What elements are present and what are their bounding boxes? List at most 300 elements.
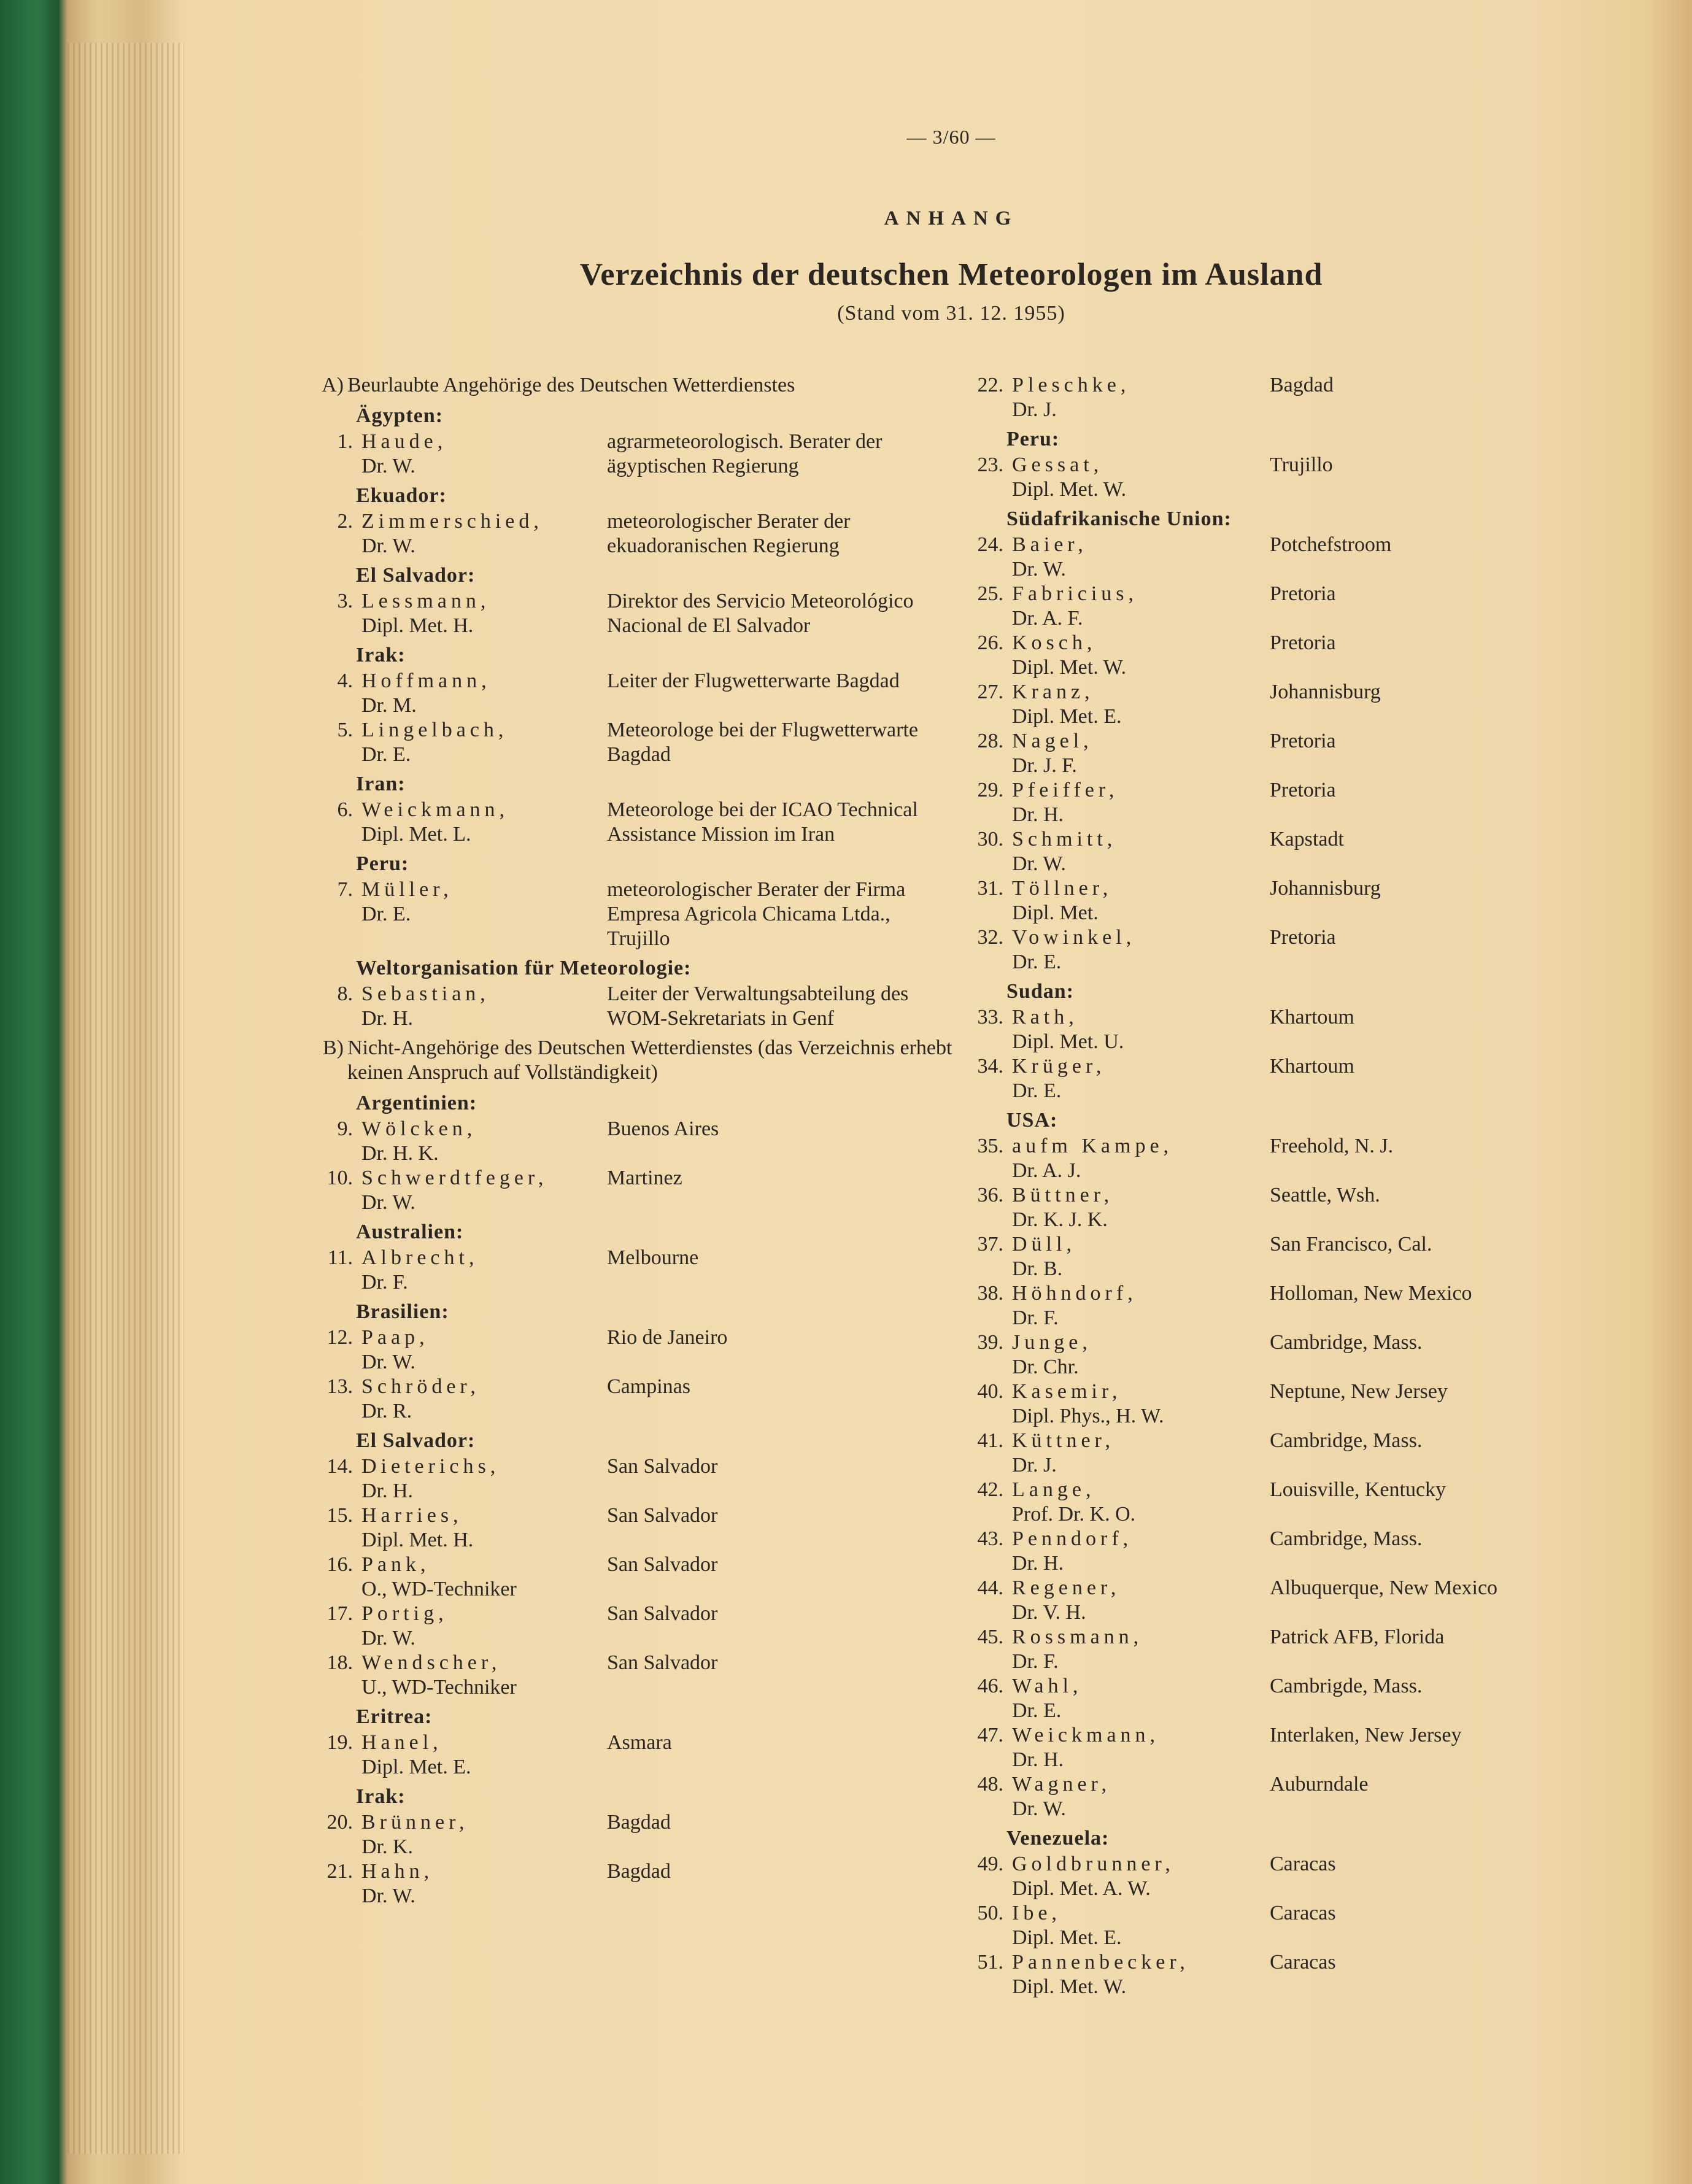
- entry-number: 18.: [326, 1651, 353, 1674]
- entry-number: 23.: [977, 453, 1003, 476]
- entry-surname: Schröder,: [361, 1375, 480, 1398]
- entry-title: Dr. F.: [361, 1271, 408, 1294]
- entry-title: Dr. J. F.: [1012, 754, 1077, 777]
- entry-surname: Regener,: [1012, 1576, 1121, 1599]
- entry-title: Dr. W.: [361, 1885, 415, 1907]
- entry-surname: Brünner,: [361, 1811, 469, 1834]
- entry-title: Dr. W.: [361, 1191, 415, 1214]
- list-entry: [957, 1950, 1632, 1999]
- country-heading: Irak:: [356, 644, 406, 666]
- entry-person: [1012, 1527, 1264, 1576]
- entry-number: 33.: [977, 1006, 1003, 1028]
- entry-title: Dr. A. J.: [1012, 1159, 1081, 1182]
- entry-title: Dr. W.: [361, 1627, 415, 1650]
- entry-surname: Wölcken,: [361, 1117, 477, 1140]
- entry-location: Interlaken, New Jersey: [1270, 1724, 1462, 1746]
- entry-location: Caracas: [1270, 1902, 1336, 1924]
- entry-number: 26.: [977, 631, 1003, 654]
- entry-number: 31.: [977, 877, 1003, 900]
- country-heading: Iran:: [356, 773, 406, 795]
- entry-title: Dr. E.: [1012, 1079, 1062, 1102]
- entry-number: 28.: [977, 730, 1003, 752]
- entry-person: [361, 1117, 607, 1166]
- entry-title: Dr. Chr.: [1012, 1356, 1079, 1378]
- entry-title: Dr. W.: [1012, 852, 1066, 875]
- entry-title: O., WD-Techniker: [361, 1578, 517, 1600]
- entry-location: Albuquerque, New Mexico: [1270, 1576, 1498, 1599]
- entry-surname: Kasemir,: [1012, 1380, 1122, 1403]
- entry-location: Cambrigde, Mass.: [1270, 1675, 1423, 1697]
- entry-surname: Goldbrunner,: [1012, 1853, 1175, 1875]
- entry-surname: Sebastian,: [361, 982, 490, 1005]
- list-entry: [307, 1503, 957, 1553]
- entry-person: [1012, 631, 1264, 680]
- entry-location: Neptune, New Jersey: [1270, 1380, 1448, 1403]
- entry-title: Dr. V. H.: [1012, 1601, 1086, 1624]
- entry-title: Dipl. Met. H.: [361, 1529, 474, 1551]
- entry-person: [1012, 1330, 1264, 1379]
- entry-number: 29.: [977, 779, 1003, 801]
- entry-location: Melbourne: [607, 1246, 699, 1269]
- entry-title: Dr. F.: [1012, 1650, 1059, 1673]
- entry-number: 24.: [977, 533, 1003, 556]
- list-entry: [307, 1246, 957, 1295]
- entry-surname: Gessat,: [1012, 453, 1103, 476]
- entry-surname: Harries,: [361, 1504, 463, 1527]
- country-heading: El Salvador:: [356, 1429, 476, 1452]
- entry-person: [1012, 453, 1264, 502]
- list-entry: [957, 1429, 1632, 1478]
- entry-surname: Weickmann,: [361, 798, 509, 821]
- entry-person: [1012, 1625, 1264, 1674]
- entry-surname: Vowinkel,: [1012, 926, 1136, 949]
- list-entry: [957, 1625, 1632, 1674]
- entry-location: San Salvador: [607, 1504, 718, 1527]
- entry-title: Dr. M.: [361, 694, 417, 717]
- entry-person: [361, 1325, 607, 1375]
- entry-surname: Paap,: [361, 1326, 429, 1349]
- entry-number: 40.: [977, 1380, 1003, 1403]
- entry-location: Patrick AFB, Florida: [1270, 1626, 1445, 1648]
- entry-title: Dr. E.: [361, 743, 411, 766]
- entry-position: meteorologischer Berater der Firma Empresa Agricola Chicama Ltda., Trujillo: [607, 878, 906, 950]
- entry-person: [1012, 1852, 1264, 1901]
- entry-number: 22.: [977, 374, 1003, 396]
- entry-number: 35.: [977, 1135, 1003, 1157]
- entry-location: San Salvador: [607, 1553, 718, 1576]
- country-heading: Peru:: [1006, 428, 1060, 450]
- entry-location: Asmara: [607, 1731, 672, 1754]
- document-date-note: (Stand vom 31. 12. 1955): [837, 302, 1065, 325]
- entry-surname: Wahl,: [1012, 1675, 1083, 1697]
- entry-title: Dr. K.: [361, 1835, 414, 1858]
- entry-surname: Baier,: [1012, 533, 1087, 556]
- entry-surname: Albrecht,: [361, 1246, 479, 1269]
- entry-location: Trujillo: [1270, 453, 1333, 476]
- entry-title: U., WD-Techniker: [361, 1676, 517, 1699]
- entry-number: 13.: [326, 1375, 353, 1398]
- list-entry: [957, 631, 1632, 680]
- entry-number: 9.: [337, 1117, 353, 1140]
- list-entry: [957, 1674, 1632, 1723]
- entry-number: 27.: [977, 681, 1003, 703]
- entry-location: Freehold, N. J.: [1270, 1135, 1394, 1157]
- entry-number: 4.: [337, 669, 353, 692]
- entry-title: Dr. H.: [361, 1007, 414, 1030]
- entry-person: [361, 1731, 607, 1780]
- entry-number: 44.: [977, 1576, 1003, 1599]
- entry-title: Dipl. Met.: [1012, 901, 1099, 924]
- entry-surname: Pfeiffer,: [1012, 779, 1119, 801]
- entry-surname: Schwerdtfeger,: [361, 1167, 548, 1189]
- list-entry: [957, 1772, 1632, 1821]
- entry-number: 8.: [337, 982, 353, 1005]
- list-entry: [957, 373, 1632, 422]
- entry-number: 39.: [977, 1331, 1003, 1354]
- list-entry: [307, 1859, 957, 1908]
- list-entry: [307, 1602, 957, 1651]
- entry-surname: Hanel,: [361, 1731, 442, 1754]
- entry-number: 50.: [977, 1902, 1003, 1924]
- entry-title: Dr. A. F.: [1012, 607, 1083, 630]
- list-entry: [307, 589, 957, 638]
- entry-person: [361, 1810, 607, 1859]
- entry-title: Dr. E.: [1012, 951, 1062, 973]
- entry-number: 10.: [326, 1167, 353, 1189]
- list-entry: [957, 1134, 1632, 1183]
- list-entry: [957, 1478, 1632, 1527]
- entry-person: [1012, 1232, 1264, 1281]
- entry-person: [1012, 1723, 1264, 1772]
- right-column: [957, 373, 1632, 1999]
- entry-person: [361, 1246, 607, 1295]
- list-entry: [307, 798, 957, 847]
- list-entry: [307, 1454, 957, 1503]
- entry-number: 37.: [977, 1233, 1003, 1256]
- entry-person: [1012, 1772, 1264, 1821]
- entry-person: [1012, 582, 1264, 631]
- list-entry: [957, 827, 1632, 876]
- entry-location: Caracas: [1270, 1853, 1336, 1875]
- entry-person: [1012, 1379, 1264, 1429]
- list-entry: [957, 582, 1632, 631]
- list-entry: [957, 1527, 1632, 1576]
- entry-surname: Kranz,: [1012, 681, 1094, 703]
- entry-location: Caracas: [1270, 1951, 1336, 1974]
- list-entry: [307, 1810, 957, 1859]
- entry-number: 51.: [977, 1951, 1003, 1974]
- country-heading: Australien:: [356, 1221, 464, 1243]
- entry-number: 47.: [977, 1724, 1003, 1746]
- entry-person: [1012, 1674, 1264, 1723]
- entry-number: 48.: [977, 1773, 1003, 1796]
- list-entry: [957, 1330, 1632, 1379]
- section-label: A): [322, 374, 344, 396]
- entry-person: [361, 982, 607, 1031]
- entry-location: San Salvador: [607, 1455, 718, 1478]
- entry-person: [1012, 533, 1264, 582]
- entry-title: Dipl. Met. U.: [1012, 1030, 1124, 1053]
- entry-title: Dipl. Met. E.: [1012, 1926, 1122, 1949]
- entry-title: Dr. W.: [1012, 558, 1066, 581]
- list-entry: [307, 1166, 957, 1215]
- entry-surname: Rath,: [1012, 1006, 1078, 1028]
- entry-number: 1.: [337, 430, 353, 453]
- entry-number: 17.: [326, 1602, 353, 1625]
- entry-person: [1012, 1281, 1264, 1330]
- entry-person: [1012, 1429, 1264, 1478]
- entry-person: [1012, 680, 1264, 729]
- entry-title: Dipl. Phys., H. W.: [1012, 1405, 1164, 1427]
- list-entry: [307, 1325, 957, 1375]
- entry-person: [1012, 925, 1264, 974]
- entry-title: Dr. H.: [1012, 803, 1064, 826]
- entry-title: Dipl. Met. W.: [1012, 1975, 1127, 1998]
- list-entry: [957, 1054, 1632, 1103]
- list-entry: [307, 1375, 957, 1424]
- entry-number: 25.: [977, 582, 1003, 605]
- country-heading: Sudan:: [1006, 980, 1074, 1003]
- country-heading: Ägypten:: [356, 404, 444, 427]
- list-entry: [307, 1651, 957, 1700]
- section-description: Beurlaubte Angehörige des Deutschen Wetterdienstes: [347, 374, 795, 396]
- entry-position: meteorologischer Berater der ekuadoranischen Regierung: [607, 510, 851, 557]
- entry-location: San Salvador: [607, 1602, 718, 1625]
- entry-number: 32.: [977, 926, 1003, 949]
- list-entry: [307, 430, 957, 479]
- entry-number: 6.: [337, 798, 353, 821]
- list-entry: [307, 1117, 957, 1166]
- entry-number: 5.: [337, 719, 353, 741]
- entry-title: Dr. J.: [1012, 398, 1057, 421]
- entry-location: Pretoria: [1270, 730, 1336, 752]
- entry-person: [1012, 1054, 1264, 1103]
- entry-location: Martinez: [607, 1167, 682, 1189]
- entry-location: Holloman, New Mexico: [1270, 1282, 1472, 1305]
- entry-location: Cambridge, Mass.: [1270, 1527, 1423, 1550]
- entry-surname: Töllner,: [1012, 877, 1113, 900]
- entry-surname: Lingelbach,: [361, 719, 508, 741]
- page-number: — 3/60 —: [906, 126, 996, 148]
- entry-location: San Francisco, Cal.: [1270, 1233, 1432, 1256]
- entry-title: Dipl. Met. A. W.: [1012, 1877, 1151, 1900]
- country-heading: Venezuela:: [1006, 1827, 1110, 1850]
- entry-person: [1012, 778, 1264, 827]
- entry-location: Campinas: [607, 1375, 690, 1398]
- entry-number: 30.: [977, 828, 1003, 851]
- entry-person: [1012, 1478, 1264, 1527]
- list-entry: [307, 509, 957, 558]
- list-entry: [957, 778, 1632, 827]
- entry-number: 34.: [977, 1055, 1003, 1078]
- entry-number: 36.: [977, 1184, 1003, 1206]
- list-entry: [957, 1183, 1632, 1232]
- entry-position: Meteorologe bei der Flugwetterwarte Bagdad: [607, 719, 918, 766]
- entry-title: Dr. E.: [361, 903, 411, 925]
- entry-position: agrarmeteorologisch. Berater der ägyptischen Regierung: [607, 430, 883, 477]
- entry-number: 16.: [326, 1553, 353, 1576]
- entry-number: 43.: [977, 1527, 1003, 1550]
- document-title: Verzeichnis der deutschen Meteorologen im Ausland: [579, 257, 1323, 292]
- entry-person: [361, 1454, 607, 1503]
- list-entry: [957, 1379, 1632, 1429]
- entry-number: 21.: [326, 1860, 353, 1883]
- list-entry: [957, 1281, 1632, 1330]
- entry-surname: Nagel,: [1012, 730, 1093, 752]
- country-heading: Eritrea:: [356, 1705, 433, 1728]
- entry-person: [361, 509, 607, 558]
- country-heading: El Salvador:: [356, 564, 476, 587]
- entry-location: Auburndale: [1270, 1773, 1369, 1796]
- entry-surname: Rossmann,: [1012, 1626, 1143, 1648]
- spacer: [307, 1031, 957, 1036]
- entry-location: Buenos Aires: [607, 1117, 719, 1140]
- list-entry: [957, 1852, 1632, 1901]
- entry-title: Prof. Dr. K. O.: [1012, 1503, 1136, 1526]
- entry-number: 42.: [977, 1478, 1003, 1501]
- list-entry: [957, 680, 1632, 729]
- entry-person: [1012, 1183, 1264, 1232]
- entry-location: Khartoum: [1270, 1055, 1354, 1078]
- left-column: [307, 373, 957, 1908]
- list-entry: [307, 878, 957, 951]
- entry-position: Meteorologe bei der ICAO Technical Assistance Mission im Iran: [607, 798, 918, 846]
- entry-title: Dipl. Met. L.: [361, 823, 471, 846]
- entry-surname: Krüger,: [1012, 1055, 1106, 1078]
- entry-title: Dr. F.: [1012, 1306, 1059, 1329]
- list-entry: [957, 453, 1632, 502]
- entry-person: [1012, 1950, 1264, 1999]
- list-entry: [957, 729, 1632, 778]
- entry-number: 38.: [977, 1282, 1003, 1305]
- entry-location: Kapstadt: [1270, 828, 1344, 851]
- entry-number: 15.: [326, 1504, 353, 1527]
- entry-number: 14.: [326, 1455, 353, 1478]
- entry-title: Dr. J.: [1012, 1454, 1057, 1476]
- entry-number: 12.: [326, 1326, 353, 1349]
- entry-surname: Wendscher,: [361, 1651, 501, 1674]
- entry-number: 11.: [327, 1246, 353, 1269]
- section-label: B): [323, 1036, 344, 1059]
- entry-person: [1012, 1576, 1264, 1625]
- entry-person: [1012, 729, 1264, 778]
- entry-location: Bagdad: [607, 1811, 671, 1834]
- list-entry: [957, 925, 1632, 974]
- entry-surname: Lange,: [1012, 1478, 1095, 1501]
- entry-person: [361, 1602, 607, 1651]
- entry-location: Pretoria: [1270, 582, 1336, 605]
- entry-title: Dipl. Met. W.: [1012, 656, 1127, 679]
- entry-title: Dr. W.: [361, 534, 415, 557]
- entry-person: [1012, 373, 1264, 422]
- entry-position: Leiter der Verwaltungsabteilung des WOM-Sekretariats in Genf: [607, 982, 909, 1030]
- entry-number: 3.: [337, 590, 353, 612]
- entry-location: San Salvador: [607, 1651, 718, 1674]
- entry-title: Dr. H. K.: [361, 1142, 439, 1165]
- entry-title: Dr. H.: [1012, 1748, 1064, 1771]
- entry-surname: Zimmerschied,: [361, 510, 543, 533]
- entry-person: [361, 669, 607, 718]
- entry-surname: Hahn,: [361, 1860, 434, 1883]
- section-description: Nicht-Angehörige des Deutschen Wetterdienstes (das Verzeichnis erhebt keinen Anspruch auf Vollständigkeit): [347, 1036, 952, 1084]
- entry-surname: Portig,: [361, 1602, 448, 1625]
- entry-number: 45.: [977, 1626, 1003, 1648]
- entry-person: [361, 1503, 607, 1553]
- entry-person: [361, 1375, 607, 1424]
- entry-person: [361, 1166, 607, 1215]
- entry-location: Johannisburg: [1270, 877, 1381, 900]
- country-heading: Ekuador:: [356, 484, 447, 507]
- entry-number: 19.: [326, 1731, 353, 1754]
- entry-title: Dr. K. J. K.: [1012, 1208, 1108, 1231]
- country-heading: Südafrikanische Union:: [1006, 507, 1232, 530]
- entry-surname: Pannenbecker,: [1012, 1951, 1189, 1974]
- entry-surname: Penndorf,: [1012, 1527, 1133, 1550]
- list-entry: [957, 533, 1632, 582]
- entry-title: Dipl. Met. W.: [1012, 478, 1127, 501]
- country-heading: Brasilien:: [356, 1300, 449, 1323]
- entry-surname: Junge,: [1012, 1331, 1092, 1354]
- entry-surname: Hoffmann,: [361, 669, 491, 692]
- entry-number: 49.: [977, 1853, 1003, 1875]
- entry-location: Pretoria: [1270, 631, 1336, 654]
- entry-title: Dr. W.: [1012, 1797, 1066, 1820]
- list-entry: [957, 1005, 1632, 1054]
- entry-surname: Müller,: [361, 878, 453, 901]
- entry-number: 20.: [326, 1811, 353, 1834]
- entry-surname: Höhndorf,: [1012, 1282, 1137, 1305]
- entry-surname: Kosch,: [1012, 631, 1097, 654]
- appendix-heading: ANHANG: [884, 207, 1019, 230]
- section-b-intro: [307, 1036, 957, 1085]
- entry-location: Seattle, Wsh.: [1270, 1184, 1380, 1206]
- entry-title: Dr. E.: [1012, 1699, 1062, 1722]
- list-entry: [307, 718, 957, 767]
- entry-title: Dipl. Met. H.: [361, 614, 474, 637]
- entry-surname: Pleschke,: [1012, 374, 1130, 396]
- entry-surname: Ibe,: [1012, 1902, 1061, 1924]
- entry-position: Direktor des Servicio Meteorológico Nacional de El Salvador: [607, 590, 914, 637]
- list-entry: [957, 1723, 1632, 1772]
- entry-number: 2.: [337, 510, 353, 533]
- entry-title: Dipl. Met. E.: [1012, 705, 1122, 728]
- country-heading: Irak:: [356, 1785, 406, 1808]
- entry-location: Potchefstroom: [1270, 533, 1392, 556]
- list-entry: [957, 1901, 1632, 1950]
- entry-person: [1012, 1901, 1264, 1950]
- entry-location: Bagdad: [607, 1860, 671, 1883]
- country-heading: Weltorganisation für Meteorologie:: [356, 957, 692, 979]
- entry-person: [361, 718, 607, 767]
- entry-number: 7.: [337, 878, 353, 901]
- entry-number: 41.: [977, 1429, 1003, 1452]
- entry-person: [361, 798, 607, 847]
- entry-surname: Büttner,: [1012, 1184, 1114, 1206]
- entry-person: [1012, 876, 1264, 925]
- entry-person: [361, 589, 607, 638]
- entry-title: Dr. H.: [1012, 1552, 1064, 1575]
- entry-location: Pretoria: [1270, 926, 1336, 949]
- country-heading: Argentinien:: [356, 1092, 477, 1114]
- entry-location: Louisville, Kentucky: [1270, 1478, 1447, 1501]
- entry-surname: Weickmann,: [1012, 1724, 1160, 1746]
- entry-surname: Haude,: [361, 430, 447, 453]
- entry-surname: Dieterichs,: [361, 1455, 500, 1478]
- entry-person: [361, 1553, 607, 1602]
- entry-surname: aufm Kampe,: [1012, 1135, 1173, 1157]
- entry-person: [361, 1651, 607, 1700]
- entry-title: Dr. W.: [361, 1351, 415, 1373]
